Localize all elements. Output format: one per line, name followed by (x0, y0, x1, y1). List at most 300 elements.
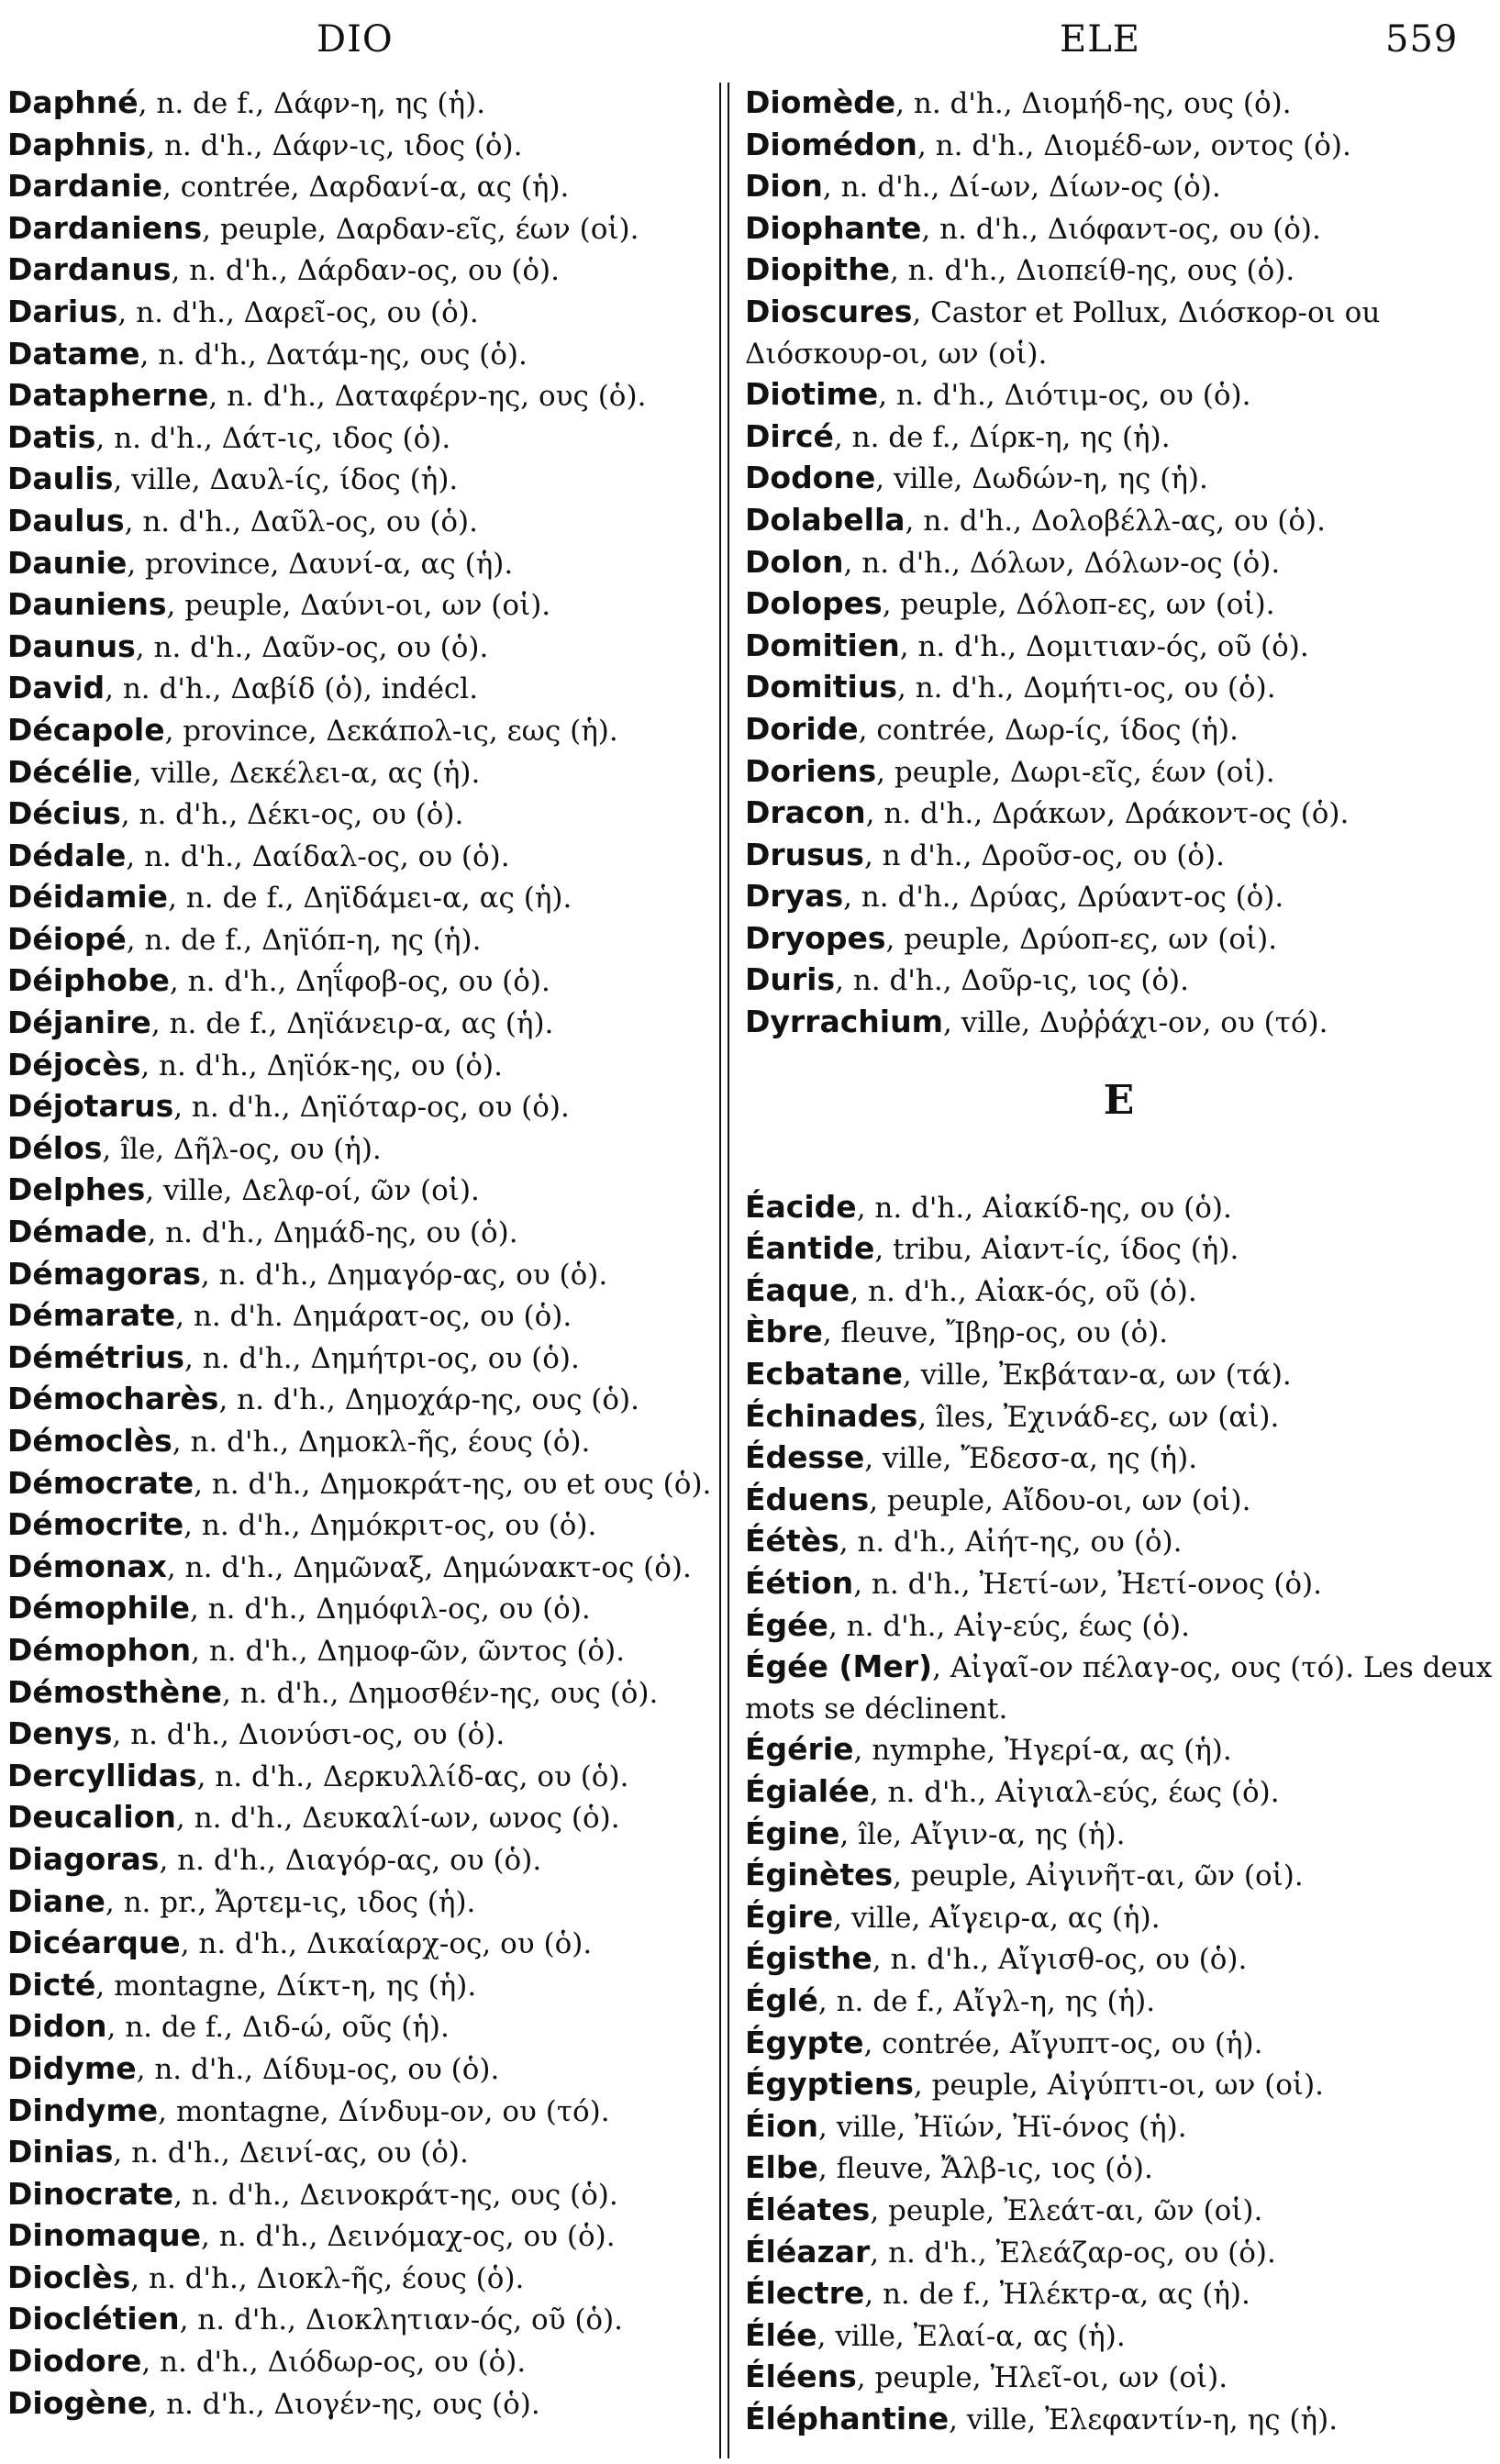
dictionary-entry (745, 2357, 1493, 2399)
entry-definition: , n. d'h. Δημάρατ-ος, ου (ὁ). (175, 1300, 572, 1334)
dictionary-entry (7, 1839, 712, 1881)
entry-definition: , n. d'h., Δηΐφοβ-ος, ου (ὁ). (169, 965, 550, 999)
entry-headword: Delphes (7, 1171, 146, 1208)
dictionary-entry (7, 2174, 712, 2216)
entry-headword: Dardaniens (7, 209, 203, 246)
entry-headword: Éginètes (745, 1857, 894, 1893)
dictionary-entry (745, 626, 1493, 668)
dictionary-entry (745, 835, 1493, 877)
entry-definition: , n. d'h., Δευκαλί-ων, ωνος (ὁ). (175, 1802, 620, 1836)
entry-definition: , n. d'h., Δράκων, Δράκοντ-ος (ὁ). (865, 797, 1350, 831)
dictionary-entry (745, 1897, 1493, 1939)
entry-headword: Dircé (745, 417, 834, 454)
dictionary-entry (745, 876, 1493, 918)
right-column-d-entries (745, 83, 1493, 1044)
entry-definition: , n. d'h., Δεινόμαχ-ος, ου (ὁ). (201, 2220, 616, 2254)
entry-definition: , n. d'h., Δάρδαν-ος, ου (ὁ). (171, 254, 561, 288)
dictionary-entry (7, 1923, 712, 1965)
entry-headword: Drusus (745, 836, 864, 872)
dictionary-entry (7, 375, 712, 417)
entry-definition: , n. d'h., Δημάδ-ης, ου (ὁ). (147, 1216, 518, 1250)
entry-headword: Élée (745, 2316, 817, 2353)
dictionary-entry (745, 1187, 1493, 1229)
entry-headword: Démophile (7, 1590, 190, 1626)
column-divider (719, 83, 721, 2458)
entry-headword: Deucalion (7, 1799, 176, 1836)
entry-headword: Diane (7, 1882, 106, 1919)
entry-definition: , n. d'h., Δερκυλλίδ-ας, ου (ὁ). (196, 1759, 629, 1793)
entry-definition: , n. de f., Δηϊδάμει-α, ας (ἡ). (168, 882, 572, 916)
entry-headword: Déiphobe (7, 962, 170, 999)
dictionary-entry (7, 1797, 712, 1839)
dictionary-entry (7, 668, 712, 710)
dictionary-entry (7, 1588, 712, 1630)
dictionary-entry (7, 1379, 712, 1421)
entry-definition: , peuple, Δόλοπ-ες, ων (οἱ). (882, 588, 1275, 622)
dictionary-entry (7, 1881, 712, 1924)
right-column (745, 83, 1493, 2440)
dictionary-entry (7, 1295, 712, 1337)
entry-definition: , montagne, Δίνδυμ-ον, ου (τό). (158, 2094, 610, 2128)
dictionary-entry (7, 2091, 712, 2133)
entry-headword: Démosthène (7, 1673, 222, 1710)
dictionary-entry (7, 1965, 712, 2007)
dictionary-entry (745, 458, 1493, 500)
entry-headword: Daunie (7, 544, 128, 581)
entry-headword: Diagoras (7, 1840, 160, 1877)
entry-headword: Égine (745, 1815, 840, 1851)
entry-definition: , ville, Ἠϊών, Ἠϊ-όνος (ἡ). (818, 2110, 1187, 2144)
dictionary-entry (745, 500, 1493, 542)
entry-headword: Égire (745, 1898, 834, 1935)
dictionary-entry (745, 1729, 1493, 1771)
dictionary-entry (745, 2190, 1493, 2232)
dictionary-entry (7, 1170, 712, 1212)
entry-headword: Démocharès (7, 1381, 219, 1417)
dictionary-entry (745, 793, 1493, 835)
dictionary-entry (745, 2315, 1493, 2358)
entry-headword: Dion (745, 168, 823, 205)
entry-headword: Èbre (745, 1314, 823, 1350)
entry-definition: , fleuve, Ἄλβ-ις, ιος (ὁ). (817, 2152, 1153, 2186)
entry-headword: Éléates (745, 2191, 871, 2227)
dictionary-entry (745, 709, 1493, 751)
entry-headword: Daphné (7, 84, 139, 120)
entry-definition: , n. d'h., Διαγόρ-ας, ου (ὁ). (159, 1843, 542, 1877)
entry-definition: , n. d'h., Ἐλεάζαρ-ος, ου (ὁ). (870, 2236, 1276, 2270)
entry-definition: , peuple, Ἐλεάτ-αι, ῶν (οἱ). (870, 2193, 1263, 2227)
entry-headword: Dodone (745, 460, 876, 496)
entry-definition: , n. de f., Διδ-ώ, οῦς (ἡ). (106, 2011, 450, 2045)
entry-definition: , peuple, Δαύνι-οι, ων (οἱ). (166, 589, 551, 623)
entry-headword: Diomédon (745, 126, 917, 162)
entry-headword: Édesse (745, 1439, 865, 1476)
dictionary-entry (7, 1672, 712, 1715)
dictionary-entry (745, 125, 1493, 167)
entry-headword: Dolopes (745, 585, 883, 622)
entry-definition: , n. de f., Δηϊόπ-η, ης (ἡ). (126, 923, 482, 957)
dictionary-entry (7, 2006, 712, 2048)
dictionary-entry (7, 1045, 712, 1087)
right-column-e-entries (745, 1187, 1493, 2441)
entry-definition: , n. d'h., Δηϊόταρ-ος, ου (ὁ). (173, 1091, 570, 1125)
dictionary-entry (7, 208, 712, 250)
entry-headword: Daunus (7, 627, 136, 664)
entry-definition: , n. d'h., Διονύσι-ος, ου (ὁ). (112, 1718, 506, 1752)
running-head-left: DIO (317, 18, 394, 61)
dictionary-entry (7, 1504, 712, 1547)
entry-headword: Diomède (745, 84, 896, 120)
entry-headword: Égialée (745, 1772, 870, 1809)
entry-headword: Dédale (7, 837, 127, 873)
dictionary-entry (7, 584, 712, 627)
entry-definition: , province, Δαυνί-α, ας (ἡ). (127, 547, 514, 581)
entry-headword: Duris (745, 961, 836, 998)
dictionary-entry (7, 2132, 712, 2174)
entry-headword: Éétion (745, 1565, 854, 1601)
entry-headword: Dercyllidas (7, 1757, 197, 1793)
entry-headword: Daulis (7, 461, 114, 497)
dictionary-entry (7, 794, 712, 836)
entry-definition: , n. d'h., Αἰγιαλ-εύς, έως (ὁ). (869, 1775, 1280, 1809)
entry-headword: Démocrate (7, 1464, 194, 1501)
entry-definition: , ville, Αἴγειρ-α, ας (ἡ). (833, 1901, 1161, 1935)
entry-headword: Éion (745, 2107, 819, 2144)
entry-definition: , peuple, Δωρι-εῖς, έων (οἱ). (876, 755, 1275, 789)
dictionary-entry (7, 1337, 712, 1380)
entry-definition: , ville, Ἔδεσσ-α, ης (ἡ). (864, 1442, 1198, 1476)
dictionary-entry (7, 1254, 712, 1296)
entry-definition: , n. d'h., Δέκι-ος, ου (ὁ). (120, 798, 464, 832)
entry-definition: , n. d'h., Διότιμ-ος, ου (ὁ). (878, 379, 1251, 413)
dictionary-entry (7, 1547, 712, 1589)
dictionary-entry (745, 1480, 1493, 1522)
entry-definition: , contrée, Δαρδανί-α, ας (ἡ). (162, 171, 570, 205)
entry-headword: Éléazar (745, 2233, 871, 2270)
entry-headword: Démarate (7, 1297, 176, 1334)
entry-definition: , n. d'h., Δαίδαλ-ος, ου (ὁ). (126, 839, 510, 873)
dictionary-entry (745, 1228, 1493, 1271)
entry-definition: , n. d'h., Ἠετί-ων, Ἠετί-ονος (ὁ). (853, 1568, 1322, 1601)
page-number: 559 (1385, 18, 1459, 61)
entry-definition: , n. d'h., Δολοβέλλ-ας, ου (ὁ). (905, 504, 1327, 538)
entry-definition: , n. d'h., Δημοφ-ῶν, ῶντος (ὁ). (191, 1634, 626, 1668)
entry-headword: Éléphantine (745, 2400, 950, 2436)
entry-headword: Déjotarus (7, 1088, 174, 1125)
dictionary-entry (7, 83, 712, 125)
dictionary-entry (7, 250, 712, 292)
entry-definition: , n. d'h., Δομιτιαν-ός, οῦ (ὁ). (899, 629, 1309, 663)
dictionary-entry (745, 542, 1493, 584)
entry-definition: , n. de f., Αἴγλ-η, ης (ἡ). (817, 1984, 1156, 2018)
dictionary-entry (745, 1814, 1493, 1856)
entry-headword: Égérie (745, 1731, 854, 1768)
dictionary-entry (745, 960, 1493, 1002)
entry-definition: , n. d'h., Δατάμ-ης, ους (ὁ). (139, 338, 528, 372)
entry-headword: Démophon (7, 1631, 192, 1668)
entry-headword: Ecbatane (745, 1356, 903, 1393)
entry-definition: , n. d'h., Δημῶναξ, Δημώνακτ-ος (ὁ). (166, 1550, 692, 1584)
entry-definition: , n. d'h., Δημοχάρ-ης, ους (ὁ). (218, 1383, 639, 1417)
left-column (7, 83, 712, 2425)
entry-definition: , n. d'h., Δημοσθέν-ης, ους (ὁ). (222, 1676, 659, 1710)
dictionary-entry (745, 1855, 1493, 1897)
entry-headword: Didyme (7, 2049, 137, 2086)
dictionary-entry (745, 1938, 1493, 1981)
entry-definition: , n. d'h., Δί-ων, Δίων-ος (ὁ). (822, 171, 1221, 205)
dictionary-entry (7, 2341, 712, 2383)
entry-headword: Dioscures (745, 293, 913, 329)
entry-definition: , n. d'h., Δαρεῖ-ος, ου (ὁ). (117, 295, 479, 329)
dictionary-entry (7, 1086, 712, 1128)
entry-definition: , n. d'h., Δάτ-ις, ιδος (ὁ). (95, 421, 451, 455)
entry-headword: Dinocrate (7, 2175, 174, 2212)
dictionary-entry (7, 710, 712, 752)
entry-definition: , n. d'h., Αἴγισθ-ος, ου (ὁ). (872, 1943, 1248, 1977)
entry-definition: , peuple, Αἰγινῆτ-αι, ῶν (οἱ). (893, 1859, 1304, 1893)
dictionary-entry (745, 1396, 1493, 1438)
entry-definition: , n. d'h., Διομέδ-ων, οντος (ὁ). (917, 128, 1351, 162)
entry-headword: Décapole (7, 711, 165, 748)
dictionary-entry (745, 1521, 1493, 1563)
entry-definition: , n. d'h., Δεινί-ας, ου (ὁ). (113, 2137, 469, 2170)
dictionary-entry (745, 1312, 1493, 1354)
dictionary-entry (7, 627, 712, 669)
dictionary-entry (745, 2232, 1493, 2274)
entry-headword: Dioclès (7, 2259, 131, 2295)
dictionary-entry (7, 2299, 712, 2341)
column-divider (728, 83, 729, 2458)
entry-headword: Daulus (7, 502, 125, 538)
entry-headword: Dolabella (745, 501, 906, 538)
entry-definition: , peuple, Δρύοπ-ες, ων (οἱ). (885, 922, 1278, 956)
dictionary-entry (7, 1128, 712, 1171)
entry-definition: , Αἰγαῖ-ον πέλαγ-ος, ους (τό). Les deux mots se déclinent. (745, 1651, 1493, 1726)
entry-definition: , n. d'h., Αἰήτ-ης, ου (ὁ). (839, 1526, 1183, 1559)
entry-headword: Domitien (745, 627, 900, 663)
dictionary-entry (7, 1630, 712, 1672)
dictionary-entry (745, 667, 1493, 709)
dictionary-entry (7, 459, 712, 501)
entry-definition: , contrée, Αἴγυπτ-ος, ου (ἡ). (863, 2026, 1263, 2060)
entry-headword: Décius (7, 795, 121, 832)
entry-headword: Dicté (7, 1966, 96, 2003)
entry-definition: , n. d'h., Δημόφιλ-ος, ου (ὁ). (189, 1593, 591, 1626)
entry-definition: , montagne, Δίκτ-η, ης (ἡ). (95, 1969, 477, 2003)
dictionary-entry (7, 2258, 712, 2300)
entry-definition: , ville, Ἐλεφαντίν-η, ης (ἡ). (949, 2403, 1339, 2436)
entry-headword: Dinias (7, 2134, 114, 2170)
entry-definition: , n. d'h., Δοῦρ-ις, ιος (ὁ). (835, 964, 1189, 998)
entry-definition: , n. de f., Ἠλέκτρ-α, ας (ἡ). (864, 2278, 1250, 2312)
entry-headword: Dracon (745, 794, 866, 831)
entry-headword: Datis (7, 418, 96, 455)
dictionary-entry (7, 2383, 712, 2425)
entry-headword: Dryopes (745, 919, 886, 956)
dictionary-entry (745, 1981, 1493, 2023)
dictionary-entry (7, 1212, 712, 1254)
entry-headword: Diopithe (745, 251, 890, 288)
entry-headword: Dioclétien (7, 2301, 180, 2337)
entry-headword: Éaque (745, 1271, 850, 1308)
entry-headword: Éduens (745, 1481, 870, 1517)
entry-headword: Démade (7, 1214, 148, 1250)
entry-definition: , n. d'h., Δεινοκράτ-ης, ους (ὁ). (173, 2178, 618, 2212)
entry-definition: , ville, Ἐκβάταν-α, ων (τά). (902, 1359, 1292, 1393)
entry-definition: , contrée, Δωρ-ίς, ίδος (ἡ). (858, 713, 1239, 747)
entry-headword: Démocrite (7, 1506, 184, 1543)
entry-definition: , n. d'h., Δαταφέρν-ης, ους (ὁ). (208, 380, 647, 414)
entry-definition: , ville, Δωδών-η, ης (ἡ). (875, 462, 1208, 496)
dictionary-entry (745, 1002, 1493, 1044)
dictionary-entry (7, 1756, 712, 1798)
entry-definition: , n. d'h., Δικαίαρχ-ος, ου (ὁ). (180, 1927, 593, 1961)
entry-definition: , tribu, Αἰαντ-ίς, ίδος (ἡ). (874, 1233, 1239, 1267)
entry-definition: , n. d'h., Δομήτι-ος, ου (ὁ). (896, 671, 1276, 705)
entry-headword: Démétrius (7, 1338, 185, 1375)
entry-headword: Déiopé (7, 920, 127, 957)
dictionary-entry (7, 960, 712, 1003)
entry-definition: , n. d'h., Διοπείθ-ης, ους (ὁ). (889, 254, 1295, 288)
dictionary-entry (7, 752, 712, 794)
entry-headword: Égée (Mer) (745, 1648, 933, 1685)
entry-headword: Déjocès (7, 1046, 141, 1082)
dictionary-entry (7, 877, 712, 919)
entry-headword: Datame (7, 335, 140, 372)
entry-headword: Éantide (745, 1230, 875, 1267)
entry-definition: , île, Δῆλ-ος, ου (ἡ). (102, 1132, 382, 1166)
dictionary-entry (7, 836, 712, 878)
dictionary-entry (745, 83, 1493, 125)
dictionary-entry (745, 416, 1493, 459)
entry-definition: , n. d'h., Αἰγ-εύς, έως (ὁ). (828, 1609, 1190, 1643)
dictionary-entry (745, 583, 1493, 626)
entry-headword: Dolon (745, 543, 844, 580)
entry-definition: , n. pr., Ἄρτεμ-ις, ιδος (ἡ). (105, 1885, 476, 1919)
entry-headword: Échinades (745, 1397, 918, 1434)
entry-headword: Dauniens (7, 586, 167, 623)
entry-headword: Éléens (745, 2359, 857, 2395)
entry-definition: , îles, Ἐχινάδ-ες, ων (αἱ). (917, 1400, 1280, 1434)
entry-headword: Déjanire (7, 1004, 151, 1041)
entry-definition: , peuple, Αἰγύπτι-οι, ων (οἱ). (913, 2069, 1325, 2103)
entry-definition: , n. d'h., Διομήδ-ης, ους (ὁ). (895, 87, 1292, 120)
dictionary-entry (745, 918, 1493, 960)
entry-headword: Denys (7, 1715, 113, 1752)
dictionary-entry (745, 1647, 1493, 1729)
entry-headword: Dinomaque (7, 2217, 202, 2254)
entry-headword: Délos (7, 1129, 103, 1166)
entry-definition: , n. d'h., Αἰακίδ-ης, ου (ὁ). (856, 1191, 1232, 1225)
entry-headword: Déidamie (7, 879, 169, 916)
dictionary-entry (7, 543, 712, 585)
entry-headword: Dardanus (7, 251, 172, 288)
entry-headword: Elbe (745, 2149, 818, 2186)
entry-definition: , n. d'h., Δημαγόρ-ας, ου (ὁ). (200, 1258, 608, 1292)
entry-definition: , n. de f., Δηϊάνειρ-α, ας (ἡ). (150, 1007, 554, 1041)
entry-definition: , n. d'h., Δρύας, Δρύαντ-ος (ὁ). (843, 881, 1284, 915)
entry-headword: Didon (7, 2008, 107, 2045)
dictionary-entry (7, 166, 712, 208)
entry-definition: , ville, Δαυλ-ίς, ίδος (ἡ). (113, 463, 459, 497)
dictionary-entry (7, 1003, 712, 1045)
dictionary-entry (745, 2399, 1493, 2441)
dictionary-entry (745, 1605, 1493, 1648)
dictionary-entry (745, 374, 1493, 416)
dictionary-entry (745, 1354, 1493, 1396)
entry-headword: Datapherne (7, 377, 209, 414)
entry-headword: Doride (745, 710, 859, 747)
entry-definition: , n. d'h., Διόφαντ-ος, ου (ὁ). (921, 212, 1321, 246)
entry-headword: Égypte (745, 2024, 864, 2060)
dictionary-entry (745, 2273, 1493, 2315)
entry-definition: , ville, Δελφ-οί, ῶν (οἱ). (145, 1174, 480, 1208)
entry-headword: Égyptiens (745, 2066, 914, 2103)
entry-definition: , Castor et Pollux, Διόσκορ-οι ou Διόσκουρ-οι, ων (οἱ). (745, 295, 1381, 371)
entry-definition: , n. de f., Δάφν-η, ης (ἡ). (138, 87, 486, 120)
entry-headword: Darius (7, 293, 118, 329)
dictionary-entry (745, 2064, 1493, 2106)
entry-definition: , n. d'h., Διόδωρ-ος, ου (ὁ). (141, 2346, 527, 2380)
dictionary-entry (7, 334, 712, 376)
entry-definition: , n. d'h., Δόλων, Δόλων-ος (ὁ). (843, 546, 1281, 580)
entry-definition: , n. d'h., Δημοκράτ-ης, ου et ους (ὁ). (194, 1467, 712, 1501)
entry-headword: Dicéarque (7, 1925, 181, 1961)
entry-definition: , n. d'h., Διοκλητιαν-ός, οῦ (ὁ). (179, 2303, 624, 2337)
entry-definition: , n. d'h., Αἰακ-ός, οῦ (ὁ). (850, 1274, 1197, 1308)
entry-definition: , fleuve, Ἴβηρ-ος, ου (ὁ). (822, 1316, 1169, 1350)
entry-definition: , n d'h., Δροῦσ-ος, ου (ὁ). (863, 838, 1225, 872)
entry-headword: David (7, 670, 106, 706)
entry-headword: Électre (745, 2275, 865, 2312)
entry-definition: , ville, Δεκέλει-α, ας (ἡ). (132, 756, 481, 790)
entry-headword: Diotime (745, 376, 879, 413)
entry-headword: Démagoras (7, 1255, 201, 1292)
dictionary-entry (7, 2048, 712, 2091)
entry-headword: Dryas (745, 878, 844, 915)
entry-definition: , n. d'h., Δημοκλ-ῆς, έους (ὁ). (172, 1426, 591, 1459)
dictionary-entry (745, 1271, 1493, 1313)
entry-definition: , ville, Δυῤῥάχι-ον, ου (τό). (942, 1006, 1328, 1040)
dictionary-entry (745, 166, 1493, 208)
entry-definition: , n. d'h., Δαῦν-ος, ου (ὁ). (135, 630, 489, 664)
entry-headword: Égisthe (745, 1940, 872, 1977)
dictionary-entry (745, 751, 1493, 794)
entry-headword: Dardanie (7, 168, 163, 205)
dictionary-entry (7, 1714, 712, 1756)
running-head-right: ELE (1060, 18, 1140, 61)
dictionary-entry (7, 2215, 712, 2258)
dictionary-entry (745, 1771, 1493, 1814)
dictionary-entry (7, 292, 712, 334)
entry-definition: , n. d'h., Δημόκριτ-ος, ου (ὁ). (183, 1509, 597, 1543)
dictionary-entry (7, 125, 712, 167)
entry-headword: Égée (745, 1606, 828, 1643)
entry-headword: Domitius (745, 669, 897, 705)
dictionary-entry (745, 2148, 1493, 2190)
entry-headword: Démoclès (7, 1423, 172, 1459)
entry-headword: Églé (745, 1981, 818, 2018)
dictionary-entry (745, 2106, 1493, 2148)
entry-definition: , peuple, Δαρδαν-εῖς, έων (οἱ). (202, 212, 639, 246)
entry-headword: Éétès (745, 1523, 839, 1559)
entry-definition: , île, Αἴγιν-α, ης (ἡ). (839, 1817, 1126, 1851)
entry-definition: , nymphe, Ἠγερί-α, ας (ἡ). (853, 1734, 1232, 1768)
dictionary-entry (7, 1421, 712, 1463)
dictionary-entry (745, 208, 1493, 250)
entry-definition: , n. d'h., Διογέν-ης, ους (ὁ). (148, 2387, 540, 2421)
entry-headword: Diodore (7, 2343, 142, 2380)
